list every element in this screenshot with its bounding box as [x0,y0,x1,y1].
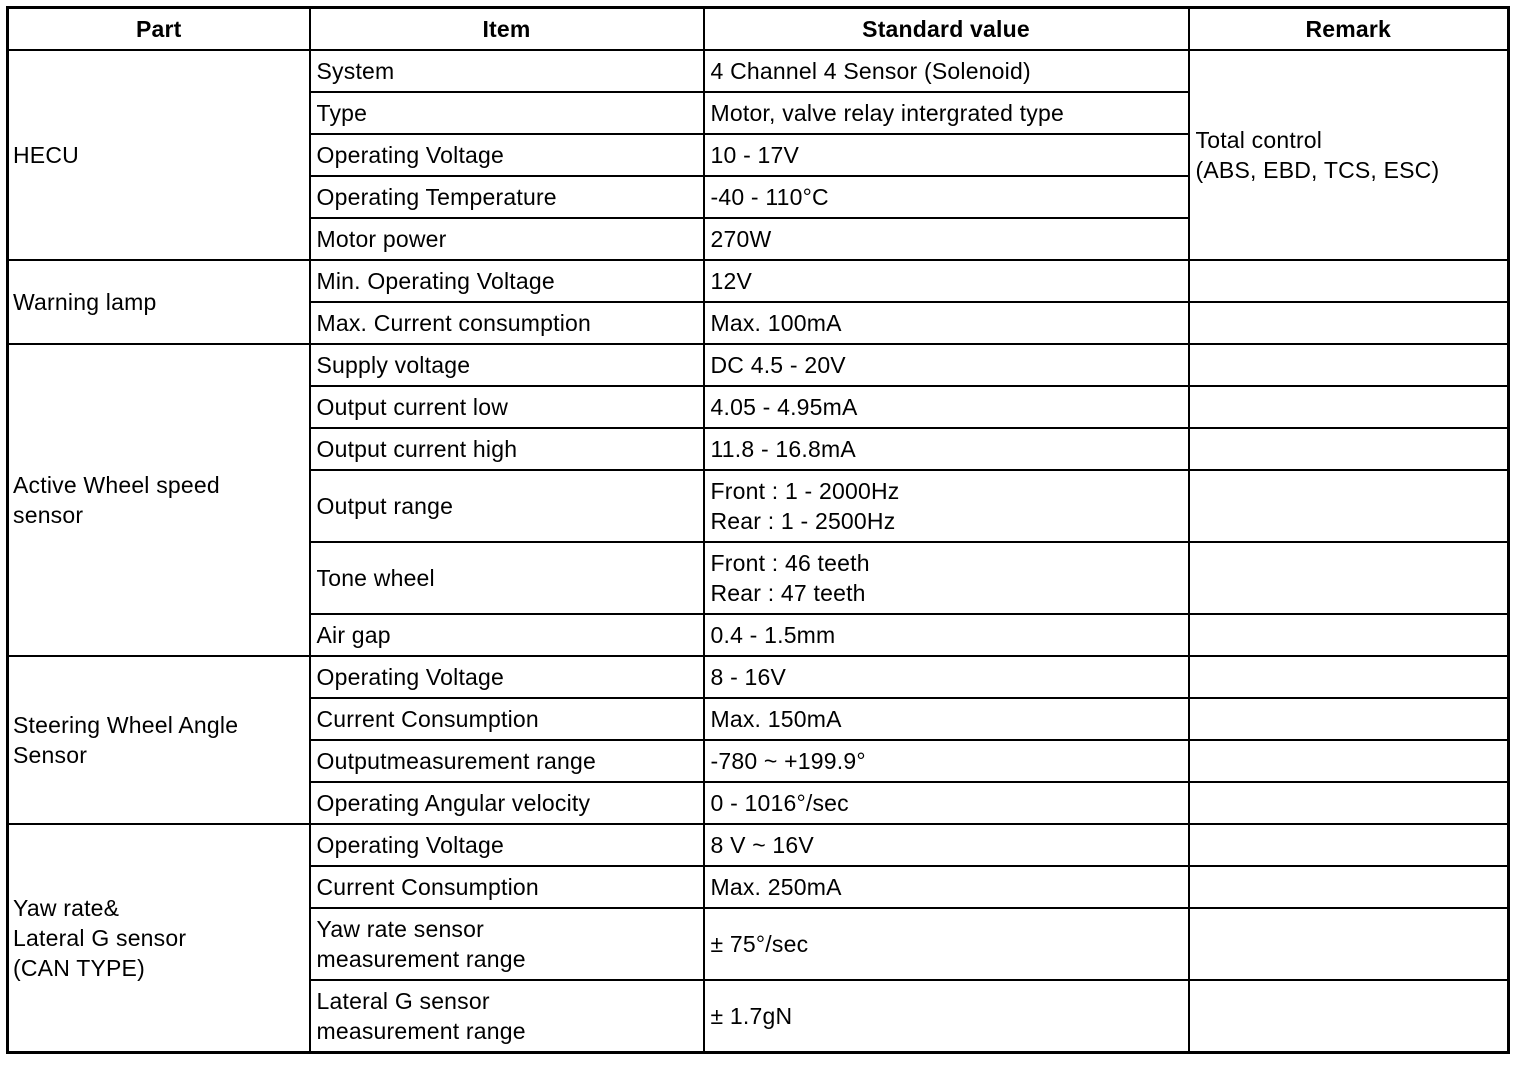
remark-cell [1189,824,1509,866]
part-cell: Active Wheel speed sensor [8,344,310,656]
value-cell: 10 - 17V [704,134,1189,176]
item-cell: Supply voltage [310,344,704,386]
value-cell: ± 1.7gN [704,980,1189,1053]
part-cell: Warning lamp [8,260,310,344]
value-cell: Front : 46 teeth Rear : 47 teeth [704,542,1189,614]
table-row [8,344,1509,386]
value-cell: 4.05 - 4.95mA [704,386,1189,428]
remark-cell [1189,980,1509,1053]
item-cell: Yaw rate sensor measurement range [310,908,704,980]
table-row [8,656,1509,698]
value-cell: -40 - 110°C [704,176,1189,218]
remark-cell [1189,782,1509,824]
value-cell: 270W [704,218,1189,260]
part-cell: Yaw rate& Lateral G sensor (CAN TYPE) [8,824,310,1053]
item-cell: Operating Voltage [310,134,704,176]
remark-cell [1189,344,1509,386]
header-part: Part [8,8,310,51]
item-cell: Type [310,92,704,134]
remark-cell [1189,866,1509,908]
remark-cell [1189,470,1509,542]
remark-cell [1189,614,1509,656]
remark-cell [1189,260,1509,302]
remark-cell: Total control (ABS, EBD, TCS, ESC) [1189,50,1509,260]
value-cell: 0 - 1016°/sec [704,782,1189,824]
value-cell: DC 4.5 - 20V [704,344,1189,386]
value-cell: Motor, valve relay intergrated type [704,92,1189,134]
header-item: Item [310,8,704,51]
value-cell: 0.4 - 1.5mm [704,614,1189,656]
table-row [8,824,1509,866]
item-cell: Current Consumption [310,698,704,740]
part-cell: HECU [8,50,310,260]
value-cell: -780 ~ +199.9° [704,740,1189,782]
table-row [8,260,1509,302]
remark-cell [1189,386,1509,428]
remark-cell [1189,698,1509,740]
item-cell: Operating Temperature [310,176,704,218]
item-cell: Operating Angular velocity [310,782,704,824]
item-cell: Operating Voltage [310,824,704,866]
item-cell: Outputmeasurement range [310,740,704,782]
remark-cell [1189,740,1509,782]
value-cell: 8 - 16V [704,656,1189,698]
item-cell: Air gap [310,614,704,656]
item-cell: Lateral G sensor measurement range [310,980,704,1053]
item-cell: System [310,50,704,92]
remark-cell [1189,302,1509,344]
value-cell: 11.8 - 16.8mA [704,428,1189,470]
remark-cell [1189,428,1509,470]
header-standard-value: Standard value [704,8,1189,51]
value-cell: 12V [704,260,1189,302]
header-remark: Remark [1189,8,1509,51]
item-cell: Max. Current consumption [310,302,704,344]
spec-table [6,6,1510,1054]
item-cell: Output range [310,470,704,542]
value-cell: Max. 150mA [704,698,1189,740]
value-cell: Max. 100mA [704,302,1189,344]
value-cell: ± 75°/sec [704,908,1189,980]
item-cell: Operating Voltage [310,656,704,698]
item-cell: Output current low [310,386,704,428]
value-cell: 8 V ~ 16V [704,824,1189,866]
remark-cell [1189,542,1509,614]
header-row [8,8,1509,51]
part-cell: Steering Wheel Angle Sensor [8,656,310,824]
remark-cell [1189,908,1509,980]
value-cell: Front : 1 - 2000Hz Rear : 1 - 2500Hz [704,470,1189,542]
item-cell: Output current high [310,428,704,470]
value-cell: Max. 250mA [704,866,1189,908]
table-row [8,50,1509,92]
item-cell: Motor power [310,218,704,260]
item-cell: Current Consumption [310,866,704,908]
remark-cell [1189,656,1509,698]
value-cell: 4 Channel 4 Sensor (Solenoid) [704,50,1189,92]
item-cell: Min. Operating Voltage [310,260,704,302]
item-cell: Tone wheel [310,542,704,614]
